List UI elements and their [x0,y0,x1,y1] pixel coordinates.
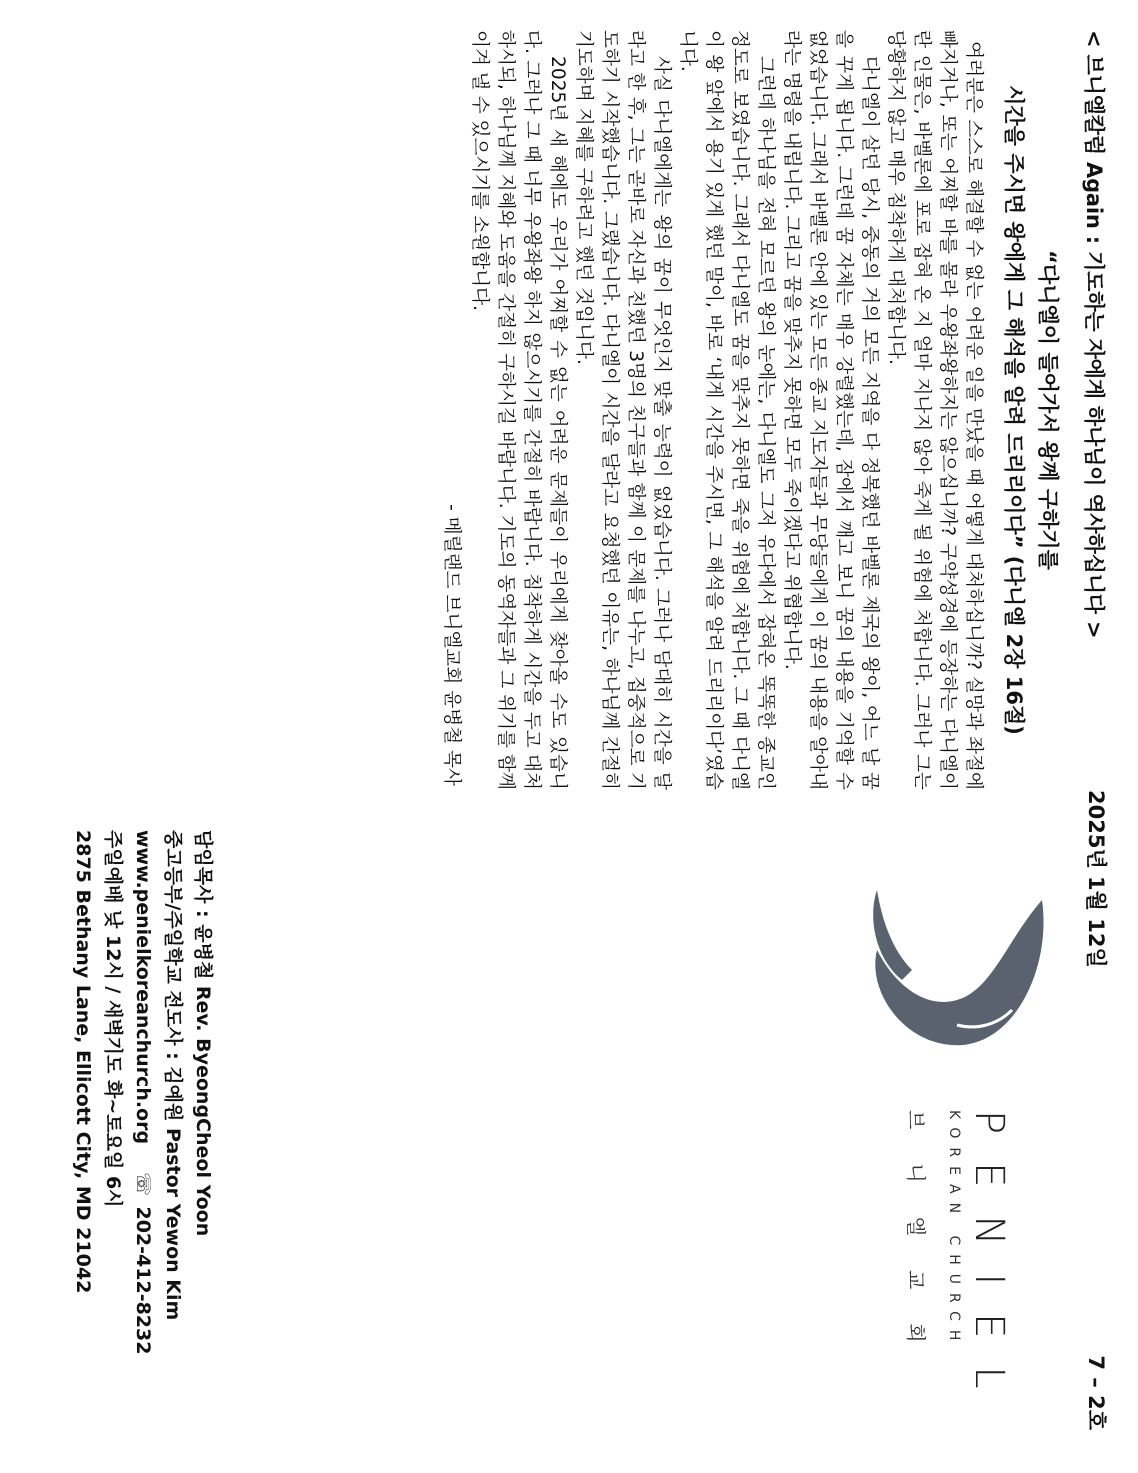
logo-peniel-text: PENIEL [966,1110,1012,1417]
peniel-logo-icon [858,860,1052,1060]
paragraph-3: 그런데 하나님을 전혀 모르던 왕의 눈에는, 다니엘도 그저 유다에서 잡혀온 똑똑한 종교인 정도로 보였습니다. 그래서 다니엘도 꿈을 맞추지 못하면 죽을 위험에 처합니다. 그 때 다니엘이 왕 앞에서 용기 있게 했던 말이, 바로 ‘내게 시간을 주시면, 그 해석을 알려 드리리이다’였습니다. [677,30,776,790]
paragraph-1: 여러분은 스스로 해결할 수 없는 어려운 일을 만났을 때 어떻게 대처하십니까? 실망과 좌절에 빠지거나, 또는 어찌할 바를 몰라 우왕좌왕하지는 않으십니까? 구약성경에 등장하는 다니엘이란 인물은, 바벨론에 포로 잡혀 온 지 얼마 지나지 않아 죽게 될 위험에 처합니다. 그러나 그는 당황하지 않고 매우 침착하게 대처합니다. [885,30,984,790]
church-contact-info [68,830,218,1450]
column-column-left [18,30,1118,790]
worship-times: 주일예배 낮 12시 / 새벽기도 화~토요일 6시 [102,830,124,1208]
date-row [1078,790,1118,1450]
church-info-column [18,790,1118,1450]
author-signature: - 메릴랜드 브니엘교회 윤병철 목사 [441,504,462,786]
senior-pastor: 담임목사 : 윤병철 Rev. ByeongCheol Yoon [192,830,214,1237]
logo-korean-church-text: KOREAN CHURCH [946,1110,962,1350]
scripture-quote-line2: 시간을 주시면 왕에게 그 해석을 알려 드리리이다” (다니엘 2장 16절) [1002,85,1026,735]
column-header: < 브니엘칼럼 Again : 기도하는 자에게 하나님이 역사하십니다 > [1082,30,1106,639]
paragraph-5: 2025년 새 해에도 우리가 어찌할 수 없는 어려운 문제들이 우리에게 찾아올 수도 있습니다. 그러나 그 때 너무 우왕좌왕 하지 않으시기를 간절히 바랍니다. 침착하게 시간을 두고 대처하시되, 하나님께 지혜와 도움을 간절히 구하시길 바랍니다. 기도의 동역자들과 그 위기를 함께 이겨 낼 수 있으시기를 소원합니다. [469,30,568,790]
bulletin-date: 2025년 1월 12일 [1084,790,1108,968]
website-link[interactable]: www.penielkoreanchurch.org [132,830,154,1145]
church-logo [852,790,1052,1450]
issue-number: 7 – 2호 [1084,1355,1108,1430]
scripture-quote-line1: “다니엘이 들어가서 왕께 구하기를 [1036,250,1060,570]
education-pastor: 중고등부/주일학교 전도사 : 김예원 Pastor Yewon Kim [162,830,184,1321]
paragraph-2: 다니엘이 살던 당시, 중동의 거의 모든 지역을 다 정복했던 바벨론 제국의 왕이, 어느 날 꿈을 꾸게 됩니다. 그런데 꿈 자체는 매우 강렬했는데, 잠에서 깨고 보니 꿈의 내용을 기억할 수 없었습니다. 그래서 바벨론 안에 있는 모든 종교 지도자들과 무당들에게 이 꿈의 내용을 알아내라는 명령을 내립니다. 그리고 꿈을 맞추지 못하면 모두 죽이겠다고 위협합니다. [781,30,880,790]
paragraph-4: 사실 다니엘에게는 왕의 꿈이 무엇인지 맞출 능력이 없었습니다. 그러나 담대히 시간을 달라고 한 후, 그는 곧바로 자신과 친했던 3명의 친구들과 함께 이 문제를 나누고, 집중적으로 기도하기 시작했습니다. 그랬습니다. 다니엘이 시간을 달라고 요청했던 이유는, 하나님께 간절히 기도하며 지혜를 구하려고 했던 것입니다. [573,30,672,790]
telephone-icon: ☏ [132,1172,154,1196]
column-body [466,30,986,790]
logo-wordmark [903,1110,1012,1417]
website-phone-row [128,830,158,1450]
phone-number: 202-412-8232 [132,1206,154,1355]
logo-korean-name: 브니엘교회 [904,1110,928,1377]
church-address: 2875 Bethany Lane, Ellicott City, MD 21042 [72,830,94,1294]
